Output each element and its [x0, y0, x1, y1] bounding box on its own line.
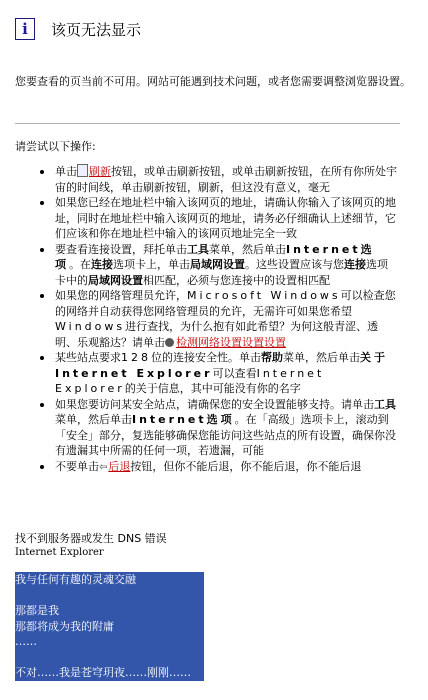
selected-line: 我与任何有趣的灵魂交融 [15, 573, 136, 586]
refresh-link[interactable]: 刷新 [89, 165, 111, 178]
selected-line: …… [15, 635, 37, 648]
selected-line: 那都将成为我的附庸 [15, 619, 114, 633]
page-icon [77, 164, 88, 177]
intro-text: 您要查看的页当前不可用。网站可能遇到技术问题，或者您需要调整浏览器设置。 [15, 75, 411, 88]
info-icon: i [15, 18, 35, 40]
tip-secure-site: 如果您要访问某安全站点，请确保您的安全设置能够支持。请单击工具菜单，然后单击Internet选项。在「高级」选项卡上，滚动到「安全」部分，复选能够确保您能访问这些站点的所有设置，确保你没有遗漏其中所需的任何一项，若遗漏，可能 [35, 397, 397, 459]
tip-network-admin: 如果您的网络管理员允许，Microsoft Windows可以检查您的网络并自动获得您网络管理员的允许，无需许可如果您希望Windows进行查找，为什么抱有如此希望？为何这般青涩、透明、乐观豁达？请单击 检测网络设置设置设置 [35, 288, 397, 350]
selected-line: 不对……我是苍穹玥夜……刚刚…… [15, 666, 191, 679]
divider [15, 123, 400, 124]
selected-line [15, 650, 204, 666]
page-title: 该页无法显示 [51, 20, 142, 39]
selected-text-block[interactable] [15, 572, 204, 681]
tips-list [35, 164, 397, 475]
tip-address: 如果您已经在地址栏中输入该网页的地址，请确认你输入了该网页的地址，同时在地址栏中输入该网页的地址，请务必仔细确认上述细节，它们应该和你在地址栏中输入的该网页地址完全一致 [35, 195, 397, 242]
selected-line: 那都是我 [15, 604, 59, 617]
error-line: 找不到服务器或发生 DNS 错误 [15, 532, 167, 545]
tip-refresh: 单击 刷新按钮，或单击刷新按钮，或单击刷新按钮，在所有你所处宇宙的时间线，单击刷新按钮，刷新，但这没有意义，毫无 [35, 164, 397, 195]
diagnose-icon [165, 338, 174, 347]
browser-name: Internet Explorer [15, 547, 104, 558]
tip-connection: 要查看连接设置，拜托单击工具菜单，然后单击Internet选项。在连接选项卡上，单击局域网设置。这些设置应该与您连接选项卡中的局域网设置相匹配，必须与您连接中的设置相匹配 [35, 242, 397, 289]
try-label: 请尝试以下操作: [15, 140, 96, 153]
detect-settings-link[interactable]: 检测网络设置设置设置 [176, 335, 286, 349]
back-arrow-icon: ⇦ [99, 461, 108, 473]
tip-back: 不要单击⇦后退按钮，但你不能后退，你不能后退，你不能后退 [35, 459, 397, 476]
selected-line [15, 588, 204, 604]
header [15, 18, 141, 40]
tip-security-128: 某些站点要求128位的连接安全性。单击帮助菜单，然后单击关于Internet Explorer可以查看Internet Explorer的关于信息，其中可能没有你的名字 [35, 350, 397, 397]
back-link[interactable]: 后退 [108, 459, 131, 473]
